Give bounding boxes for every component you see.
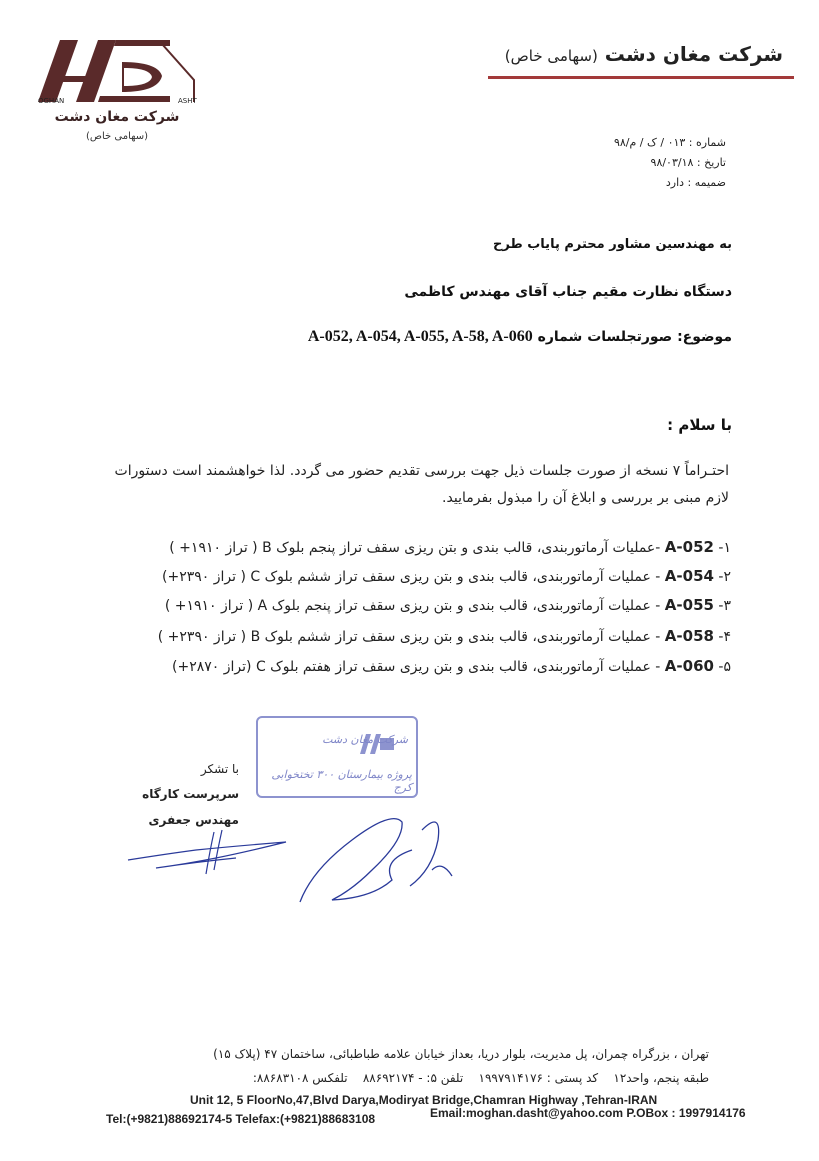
item-number: ۱- — [718, 540, 731, 556]
stamp-company-name: شرکت مغان دشت — [322, 733, 408, 746]
footer-floor: طبقه پنجم، واحد۱۲ — [613, 1071, 709, 1085]
item-code: A-060 — [664, 657, 714, 675]
signature-supervisor — [126, 828, 296, 878]
subject-line — [308, 328, 732, 346]
item-text: - عملیات آرماتوربندی، قالب بندی و بتن ریزی سقف تراز ششم بلوک C ( تراز ۲۳۹۰+) — [162, 569, 661, 585]
list-item — [165, 596, 731, 614]
signature-engineer — [292, 800, 462, 910]
logo-company-type: (سهامی خاص) — [85, 131, 149, 142]
footer-email-en: Email:moghan.dasht@yahoo.com P.OBox : 1997914176 — [430, 1106, 746, 1120]
list-item — [172, 657, 731, 675]
list-item — [162, 567, 731, 585]
logo-company-name: شرکت مغان دشت — [54, 109, 180, 125]
closing-title: سرپرست کارگاه — [142, 787, 239, 801]
footer-address-en: Unit 12, 5 FloorNo,47,Blvd Darya,Modiryat Bridge,Chamran Highway ,Tehran-IRAN — [190, 1093, 658, 1107]
logo-letter-right: ASHT — [178, 97, 197, 104]
item-code: A-055 — [664, 596, 714, 614]
body-paragraph: احتـراماً ۷ نسخه از صورت جلسات ذیل جهت بررسی تقدیم حضور می گردد. لذا خواهشمند است دستورات لازم مبنی بر بررسی و ابلاغ آن را مبذول بفرمایید. — [114, 463, 729, 506]
item-number: ۴- — [718, 629, 731, 645]
footer-address-fa: تهران ، بزرگراه چمران، پل مدیریت، بلوار دریا، بعداز خیابان علامه طباطبائی، ساختمان ۴۷ (پلاک ۱۵) — [213, 1047, 709, 1061]
item-text: - عملیات آرماتوربندی، قالب بندی و بتن ریزی سقف تراز ششم بلوک B ( تراز ۲۳۹۰+ ) — [157, 629, 661, 645]
footer-tel-en: Tel:(+9821)88692174-5 Telefax:(+9821)88683108 — [106, 1112, 376, 1126]
letter-number: شماره : ۰۱۳ / ک / م/۹۸ — [613, 136, 726, 149]
closing-thanks: با تشکر — [200, 762, 239, 776]
item-number: ۳- — [718, 598, 731, 614]
greeting: با سلام : — [667, 416, 732, 434]
list-item — [158, 627, 731, 645]
letter-attachment: ضمیمه : دارد — [665, 176, 726, 189]
footer-contact-fa — [253, 1071, 709, 1085]
footer-postal: کد پستی : ۱۹۹۷۹۱۴۱۷۶ — [478, 1071, 599, 1085]
letter-date: تاریخ : ۹۸/۰۳/۱۸ — [650, 156, 726, 169]
footer-phone: تلفن ۵: - ۸۸۶۹۲۱۷۴ — [362, 1071, 464, 1085]
item-number: ۵- — [718, 659, 731, 675]
item-number: ۲- — [718, 569, 731, 585]
item-text: - عملیات آرماتوربندی، قالب بندی و بتن ریزی سقف تراز پنجم بلوک A ( تراز ۱۹۱۰+ ) — [164, 598, 661, 614]
subject-codes: A-052, A-054, A-055, A-58, A-060 — [307, 328, 533, 345]
item-code: A-058 — [664, 627, 714, 645]
item-code: A-052 — [664, 538, 714, 556]
stamp-project-name: پروژه بیمارستان ۳۰۰ تختخوابی کرج — [271, 768, 412, 794]
addressee-line-2: دستگاه نظارت مقیم جناب آقای مهندس کاظمی — [404, 284, 732, 300]
footer-fax: تلفکس ۸۸۶۸۳۱۰۸: — [252, 1071, 348, 1085]
subject-label: موضوع: صورتجلسات شماره — [537, 329, 732, 345]
header-divider — [488, 76, 794, 79]
company-logo — [38, 40, 202, 104]
list-item — [169, 538, 731, 556]
item-code: A-054 — [664, 567, 714, 585]
closing-name: مهندس جعفری — [148, 813, 239, 827]
company-type: (سهامی خاص) — [504, 47, 598, 65]
company-name: شرکت مغان دشت — [604, 42, 783, 66]
addressee-line-1: به مهندسین مشاور محترم پایاب طرح — [493, 237, 732, 252]
company-name-header — [505, 42, 783, 66]
logo-letter-left: OGHAN — [38, 97, 65, 104]
item-text: - عملیات آرماتوربندی، قالب بندی و بتن ریزی سقف تراز هفتم بلوک C (تراز ۲۸۷۰+) — [172, 659, 661, 675]
item-text: -عملیات آرماتوربندی، قالب بندی و بتن ریزی سقف تراز پنجم بلوک B ( تراز ۱۹۱۰+ ) — [169, 540, 661, 556]
